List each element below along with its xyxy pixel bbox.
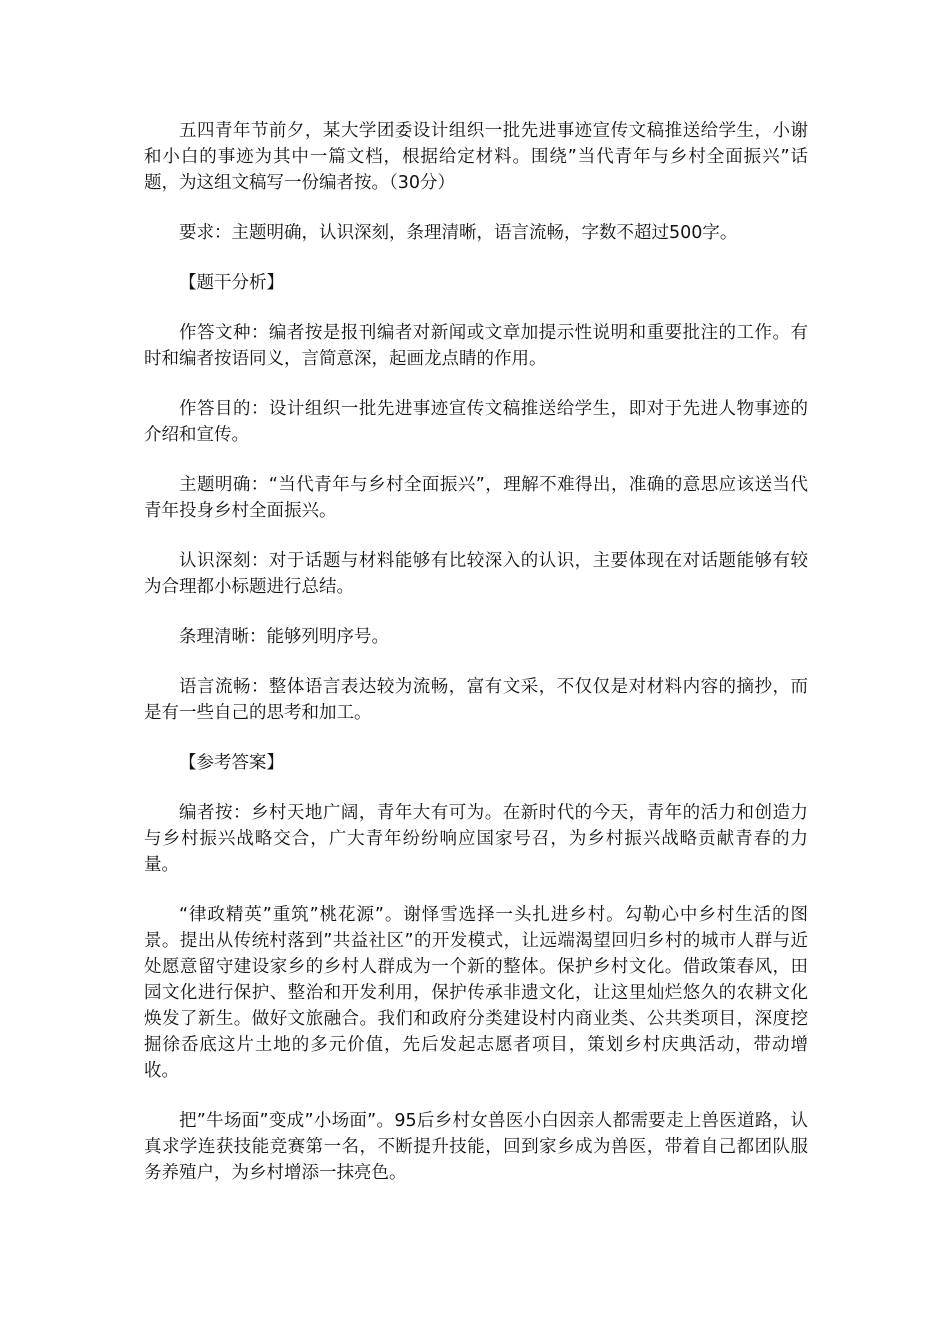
answer-story-bai: 把”牛场面”变成”小场面”。95后乡村女兽医小白因亲人都需要走上兽医道路，认真求学连获技能竞赛第一名，不断提升技能，回到家乡成为兽医，带着自己都团队服务养殖户，为乡村增添一抹亮色。 bbox=[144, 1111, 808, 1183]
requirement-paragraph: 要求：主题明确，认识深刻，条理清晰，语言流畅，字数不超过500字。 bbox=[179, 223, 738, 243]
intro-paragraph: 五四青年节前夕，某大学团委设计组织一批先进事迹宣传文稿推送给学生，小谢和小白的事迹为其中一篇文档，根据给定材料。围绕”当代青年与乡村全面振兴”话题，为这组文稿写一份编者按。（30分） bbox=[144, 121, 808, 193]
analysis-language: 语言流畅：整体语言表达较为流畅，富有文采，不仅仅是对材料内容的摘抄，而是有一些自己的思考和加工。 bbox=[144, 677, 808, 723]
answer-editor-note: 编者按：乡村天地广阔，青年大有可为。在新时代的今天，青年的活力和创造力与乡村振兴战略交合，广大青年纷纷响应国家号召，为乡村振兴战略贡献青春的力量。 bbox=[144, 803, 808, 875]
analysis-purpose: 作答目的：设计组织一批先进事迹宣传文稿推送给学生，即对于先进人物事迹的介绍和宣传。 bbox=[144, 399, 808, 445]
analysis-theme: 主题明确：“当代青年与乡村全面振兴”，理解不难得出，准确的意思应该送当代青年投身乡村全面振兴。 bbox=[144, 475, 808, 521]
answer-heading: 【参考答案】 bbox=[179, 753, 284, 773]
analysis-structure: 条理清晰：能够列明序号。 bbox=[179, 627, 389, 647]
analysis-genre: 作答文种：编者按是报刊编者对新闻或文章加提示性说明和重要批注的工作。有时和编者按语同义，言简意深，起画龙点睛的作用。 bbox=[144, 323, 808, 369]
document-page bbox=[144, 118, 808, 1210]
analysis-insight: 认识深刻：对于话题与材料能够有比较深入的认识，主要体现在对话题能够有较为合理都小标题进行总结。 bbox=[144, 551, 808, 597]
answer-story-xie: “律政精英”重筑”桃花源”。谢怿雪选择一头扎进乡村。勾勒心中乡村生活的图景。提出从传统村落到”共益社区”的开发模式，让远端渴望回归乡村的城市人群与近处愿意留守建设家乡的乡村人群成为一个新的整体。保护乡村文化。借政策春风，田园文化进行保护、整治和开发利用，保护传承非遗文化，让这里灿烂悠久的农耕文化焕发了新生。做好文旅融合。我们和政府分类建设村内商业类、公共类项目，深度挖掘徐岙底这片土地的多元价值，先后发起志愿者项目，策划乡村庆典活动，带动增收。 bbox=[144, 905, 808, 1081]
analysis-heading: 【题干分析】 bbox=[179, 273, 284, 293]
